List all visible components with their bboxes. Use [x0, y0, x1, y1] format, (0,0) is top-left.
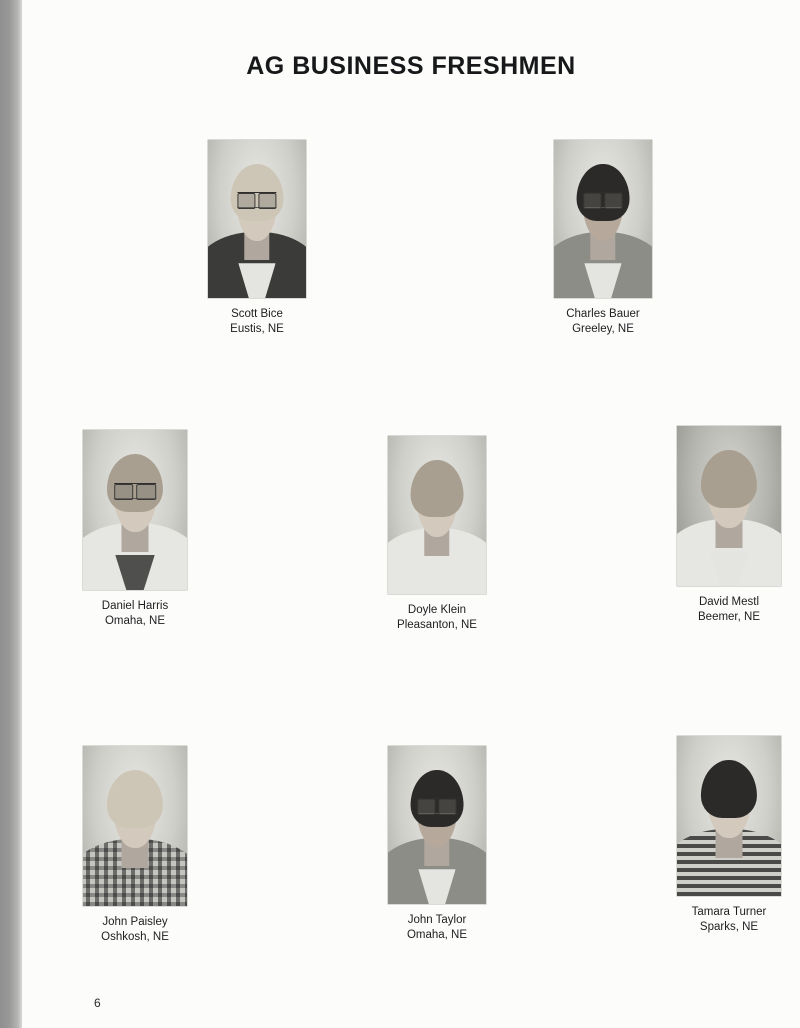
portrait-row [22, 120, 800, 400]
scan-gutter [0, 0, 22, 1028]
student-hometown: Eustis, NE [230, 322, 284, 335]
student-entry [352, 746, 522, 942]
student-portrait-photo [388, 436, 486, 594]
student-name: Scott Bice [231, 308, 283, 320]
student-caption [50, 915, 220, 944]
student-caption [172, 307, 342, 336]
student-entry [518, 140, 688, 336]
student-name: Charles Bauer [566, 308, 640, 320]
student-portrait-photo [554, 140, 652, 298]
student-entry [644, 736, 800, 934]
eyeglasses-icon [114, 483, 156, 499]
student-name: Daniel Harris [101, 600, 169, 612]
student-entry [644, 426, 800, 624]
student-hometown: Omaha, NE [406, 928, 468, 941]
page-number: 6 [94, 996, 101, 1010]
student-caption [50, 599, 220, 628]
student-entry [352, 436, 522, 632]
student-portrait-photo [677, 736, 781, 896]
student-name: Doyle Klein [407, 604, 467, 616]
student-caption [518, 307, 688, 336]
student-portrait-photo [83, 430, 187, 590]
student-portrait-photo [83, 746, 187, 906]
student-entry [172, 140, 342, 336]
student-portrait-photo [677, 426, 781, 586]
student-name: David Mestl [698, 596, 760, 608]
student-hometown: Omaha, NE [104, 614, 166, 627]
page-content [22, 0, 800, 1028]
student-hometown: Greeley, NE [572, 322, 634, 335]
student-caption [352, 603, 522, 632]
student-hometown: Beemer, NE [698, 610, 760, 623]
student-hometown: Pleasanton, NE [397, 618, 477, 631]
student-portrait-photo [208, 140, 306, 298]
student-caption [352, 913, 522, 942]
eyeglasses-icon [583, 192, 622, 208]
student-name: John Paisley [102, 916, 168, 928]
student-hometown: Oshkosh, NE [101, 930, 169, 943]
eyeglasses-icon [417, 798, 456, 814]
student-portrait-photo [388, 746, 486, 904]
eyeglasses-icon [237, 192, 276, 208]
student-entry [50, 430, 220, 628]
page-title: AG BUSINESS FRESHMEN [246, 52, 576, 80]
portrait-row [22, 712, 800, 962]
portrait-row [22, 400, 800, 712]
student-name: Tamara Turner [691, 906, 767, 918]
portrait-grid [22, 120, 800, 962]
student-caption [644, 595, 800, 624]
student-hometown: Sparks, NE [699, 920, 759, 933]
student-name: John Taylor [407, 914, 467, 926]
student-entry [50, 746, 220, 944]
student-caption [644, 905, 800, 934]
